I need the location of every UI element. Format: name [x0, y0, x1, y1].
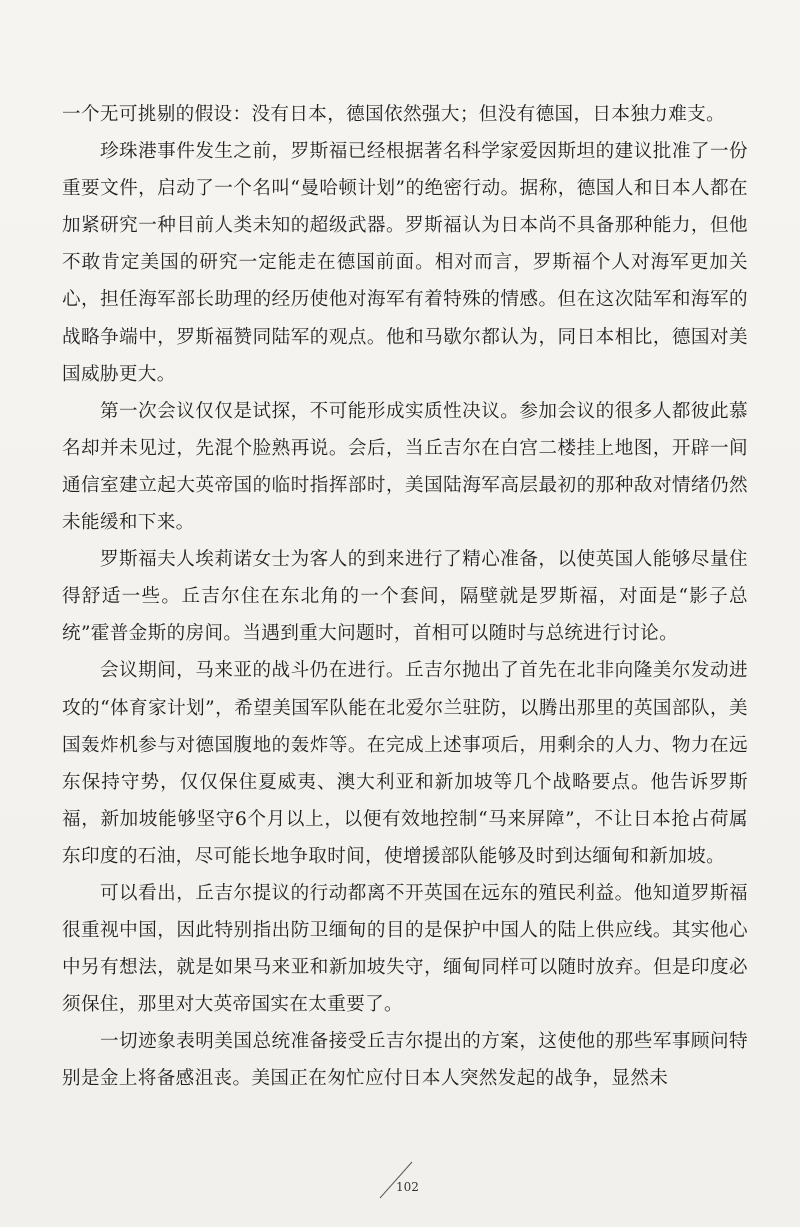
paragraph: 可以看出，丘吉尔提议的行动都离不开英国在远东的殖民利益。他知道罗斯福很重视中国，因此特别指出防卫缅甸的目的是保护中国人的陆上供应线。其实他心中另有想法，就是如果马来亚和新加坡失守，缅甸同样可以随时放弃。但是印度必须保住，那里对大英帝国实在太重要了。	[62, 882, 748, 1016]
paragraph: 一个无可挑剔的假设：没有日本，德国依然强大；但没有德国，日本独力难支。	[62, 104, 726, 125]
paragraph: 罗斯福夫人埃莉诺女士为客人的到来进行了精心准备，以使英国人能够尽量住得舒适一些。丘吉尔住在东北角的一个套间，隔壁就是罗斯福，对面是“影子总统”霍普金斯的房间。当遇到重大问题时，首相可以随时与总统进行讨论。	[62, 549, 748, 645]
page-footer	[370, 1160, 440, 1204]
paragraph: 第一次会议仅仅是试探，不可能形成实质性决议。参加会议的很多人都彼此慕名却并未见过，先混个脸熟再说。会后，当丘吉尔在白宫二楼挂上地图，开辟一间通信室建立起大英帝国的临时指挥部时，美国陆海军高层最初的那种敌对情绪仍然未能缓和下来。	[62, 400, 748, 534]
paragraph: 一切迹象表明美国总统准备接受丘吉尔提出的方案，这使他的那些军事顾问特别是金上将备感沮丧。美国正在匆忙应付日本人突然发起的战争，显然未	[62, 1031, 748, 1090]
body-text	[62, 96, 748, 1098]
page-number: 102	[396, 1180, 419, 1194]
paragraph: 会议期间，马来亚的战斗仍在进行。丘吉尔抛出了首先在北非向隆美尔发动进攻的“体育家计划”，希望美国军队能在北爱尔兰驻防，以腾出那里的英国部队，美国轰炸机参与对德国腹地的轰炸等。在完成上述事项后，用剩余的人力、物力在远东保持守势，仅仅保住夏威夷、澳大利亚和新加坡等几个战略要点。他告诉罗斯福，新加坡能够坚守6个月以上，以便有效地控制“马来屏障”，不让日本抢占荷属东印度的石油，尽可能长地争取时间，使增援部队能够及时到达缅甸和新加坡。	[62, 660, 748, 867]
paragraph: 珍珠港事件发生之前，罗斯福已经根据著名科学家爱因斯坦的建议批准了一份重要文件，启动了一个名叫“曼哈顿计划”的绝密行动。据称，德国人和日本人都在加紧研究一种目前人类未知的超级武器。罗斯福认为日本尚不具备那种能力，但他不敢肯定美国的研究一定能走在德国前面。相对而言，罗斯福个人对海军更加关心，担任海军部长助理的经历使他对海军有着特殊的情感。但在这次陆军和海军的战略争端中，罗斯福赞同陆军的观点。他和马歇尔都认为，同日本相比，德国对美国威胁更大。	[62, 141, 748, 385]
